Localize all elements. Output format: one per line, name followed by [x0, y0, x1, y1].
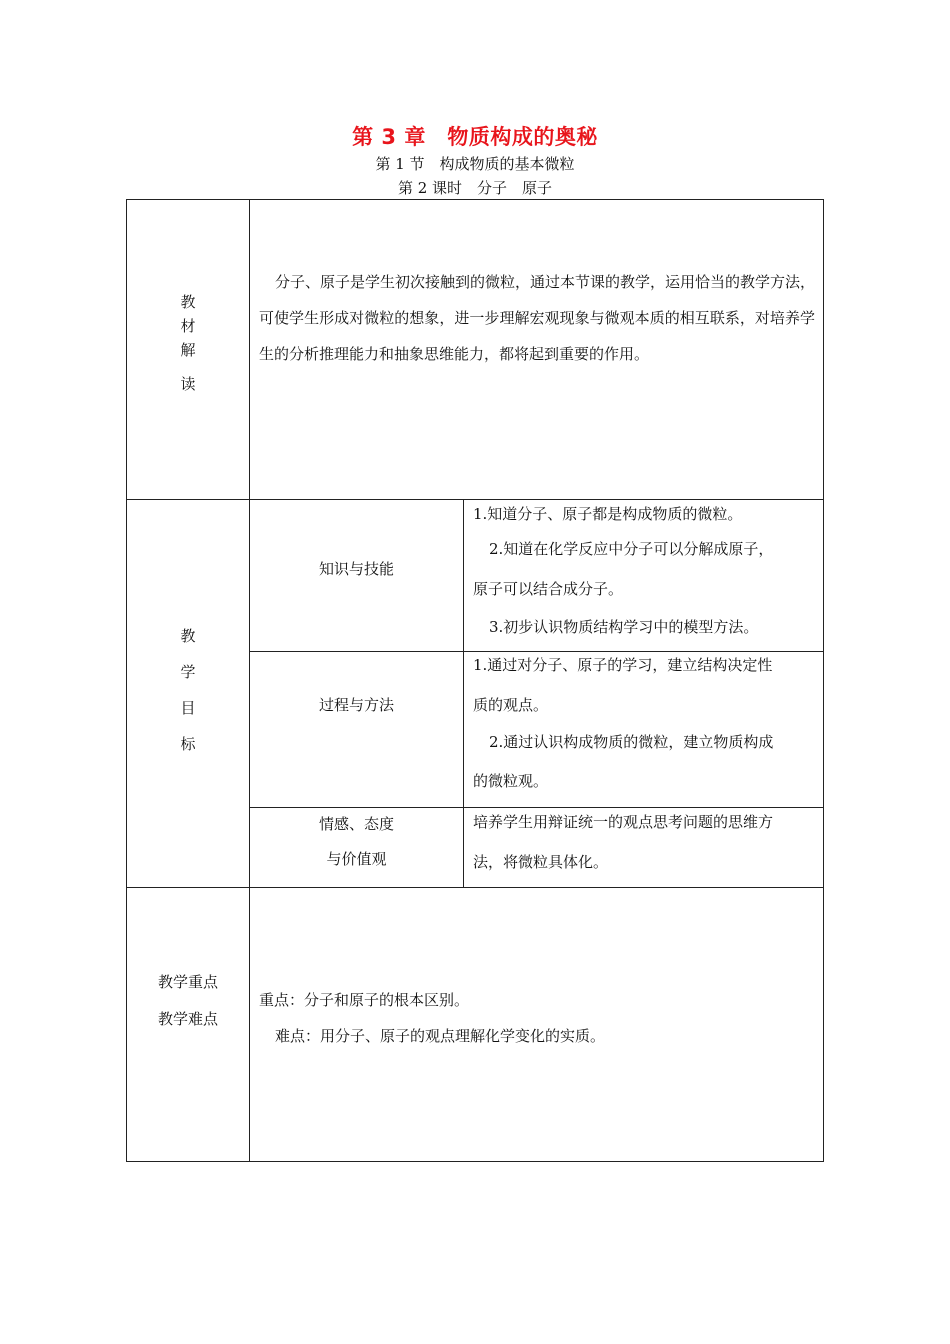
lesson-title: 第 2 课时 分子 原子 — [397, 179, 553, 197]
label-char: 学 — [180, 663, 196, 681]
objective-attitude-name-line2: 与价值观 — [326, 850, 387, 868]
objective-line: 1.知道分子、原子都是构成物质的微粒。 — [473, 505, 743, 523]
section-title: 第 1 节 构成物质的基本微粒 — [375, 155, 575, 173]
objective-attitude-name-line1: 情感、态度 — [318, 815, 394, 833]
row-divider — [126, 499, 824, 500]
objective-knowledge-name: 知识与技能 — [318, 560, 394, 578]
table-border-right — [823, 199, 824, 1162]
objective-line: 的微粒观。 — [473, 772, 549, 790]
objective-line: 2.知道在化学反应中分子可以分解成原子， — [489, 540, 774, 558]
row-divider — [126, 887, 824, 888]
label-char: 解 — [180, 341, 196, 359]
objective-line: 质的观点。 — [473, 696, 549, 714]
objective-line: 1.通过对分子、原子的学习，建立结构决定性 — [473, 656, 773, 674]
objective-line: 培养学生用辩证统一的观点思考问题的思维方 — [473, 813, 774, 831]
label-char: 教 — [180, 627, 196, 645]
row-divider — [249, 651, 824, 652]
table-border-bottom — [126, 1161, 824, 1162]
difficulty-text: 难点：用分子、原子的观点理解化学变化的实质。 — [275, 1027, 606, 1045]
textbook-label — [168, 291, 208, 397]
column-divider — [249, 199, 250, 1162]
objective-line: 2.通过认识构成物质的微粒，建立物质构成 — [489, 733, 774, 751]
label-char: 材 — [180, 317, 196, 335]
objective-line: 3.初步认识物质结构学习中的模型方法。 — [489, 618, 759, 636]
label-char: 目 — [180, 699, 196, 717]
table-border-top — [126, 199, 824, 200]
keypoint-text: 重点：分子和原子的根本区别。 — [259, 991, 470, 1009]
label-char: 教 — [180, 293, 196, 311]
objective-line: 原子可以结合成分子。 — [473, 580, 624, 598]
difficulty-label: 教学难点 — [157, 1010, 218, 1028]
row-divider — [249, 807, 824, 808]
keypoint-label: 教学重点 — [157, 973, 218, 991]
textbook-content: 分子、原子是学生初次接触到的微粒，通过本节课的教学，运用恰当的教学方法，可使学生形成对微粒的想象，进一步理解宏观现象与微观本质的相互联系，对培养学生的分析推理能力和抽象思维能力，都将起到重要的作用。 — [259, 273, 816, 363]
label-char: 读 — [180, 375, 196, 393]
objective-process-name: 过程与方法 — [318, 696, 394, 714]
column-divider — [463, 499, 464, 888]
objective-line: 法，将微粒具体化。 — [473, 853, 609, 871]
label-char: 标 — [180, 735, 196, 753]
objectives-label — [168, 625, 208, 769]
chapter-title: 第 3 章 物质构成的奥秘 — [352, 125, 598, 149]
